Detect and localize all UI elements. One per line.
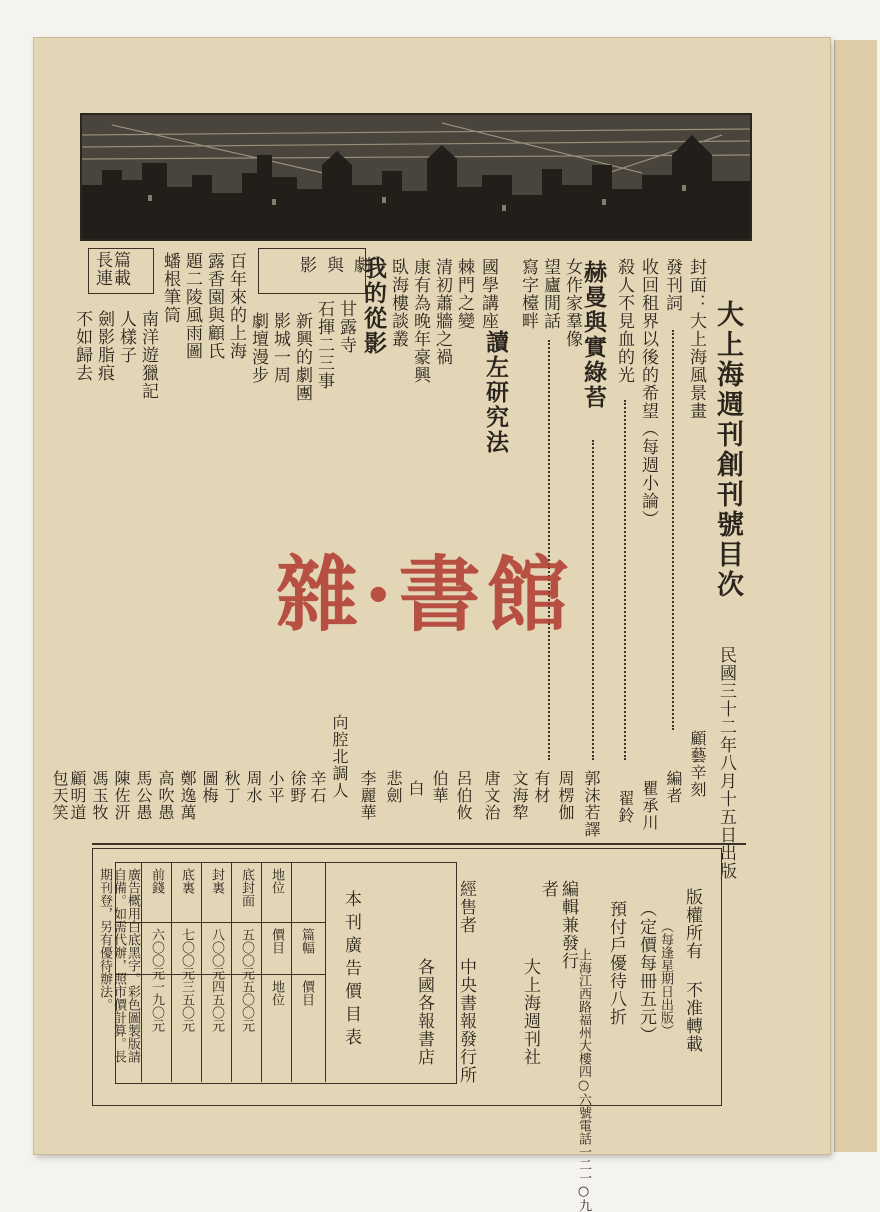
toc-author: 顧明道	[68, 770, 87, 821]
ad-header: 篇幅	[299, 928, 314, 954]
ad-cell: 五〇〇元	[239, 928, 254, 980]
editor: 大上海週刊社	[520, 958, 540, 1066]
ad-price-table	[97, 862, 455, 1084]
toc-author: 周水	[244, 770, 263, 804]
toc-entry: 甘露寺	[336, 300, 356, 354]
ad-cell: 底封面	[239, 868, 254, 907]
ad-cell: 五〇〇元	[239, 980, 254, 1032]
toc-entry: 新興的劇團	[292, 312, 312, 402]
toc-author: 馮玉牧	[90, 770, 109, 821]
toc-author: 呂伯攸	[454, 770, 473, 821]
copyright: 版權所有 不准轉載	[682, 888, 702, 1053]
toc-title: 大上海週刊創刊號目次	[712, 300, 743, 600]
section-label-film: 影與劇	[300, 256, 381, 276]
feature-title-2: 我的從影	[360, 256, 387, 356]
toc-entry-foreword: 發刊詞	[662, 258, 682, 312]
distributor-label: 經售者	[456, 880, 476, 934]
toc-entry: 露香園與顧氏	[204, 252, 224, 360]
section-label-long: 長篇連載	[96, 251, 132, 289]
toc-entry-cover: 封面：大上海風景畫	[686, 258, 706, 420]
toc-author: 悲劍	[384, 770, 403, 804]
toc-author: 白	[406, 780, 425, 797]
lecture-author: 唐文治	[482, 770, 501, 821]
toc-author-cover: 顧藝辛刻	[688, 730, 707, 798]
toc-author: 徐野	[288, 770, 307, 804]
toc-entry: 人樣子	[116, 310, 136, 364]
ad-cell: 八〇〇元	[209, 928, 224, 980]
toc-entry: 棘門之變	[454, 258, 474, 330]
toc-entry: 南洋遊獵記	[138, 310, 158, 400]
address: 上海江西路福州大樓四○六號電話一二一○九	[576, 948, 591, 1212]
ad-cell: 底裏	[179, 868, 194, 894]
toc-entry: 寫字檯畔	[518, 258, 538, 330]
toc-author: 秋丁	[222, 770, 241, 804]
toc-entry: 望廬閒話	[540, 258, 560, 330]
toc-author: 有材	[532, 770, 551, 804]
toc-author: 文海犂	[510, 770, 529, 821]
lecture-title: 讀左研究法	[482, 330, 509, 455]
toc-entry: 劍影脂痕	[94, 310, 114, 382]
leader-dots	[624, 400, 628, 760]
feature-author-2: 李麗華	[358, 770, 377, 821]
toc-author: 向腔北調人	[330, 714, 349, 799]
distributor-2: 各國各報書店	[414, 958, 434, 1066]
toc-author: 伯華	[430, 770, 449, 804]
ad-cell: 六〇〇元	[149, 928, 164, 980]
toc-entry-concession: 收回租界以後的希望（每週小論）	[638, 258, 658, 528]
editor-label: 編輯兼發行者	[538, 880, 578, 970]
toc-author: 高吹愚	[156, 770, 175, 821]
ad-cell: 一九〇元	[149, 980, 164, 1032]
ad-header: 地位	[269, 980, 284, 1006]
toc-author: 馬公愚	[134, 770, 153, 821]
ad-cell: 封裏	[209, 868, 224, 894]
toc-author: 鄭逸萬	[178, 770, 197, 821]
skyline-banner	[80, 113, 752, 241]
price: （定價每冊五元）	[636, 900, 656, 1044]
ad-cell: 前錢	[149, 868, 164, 894]
toc-author-foreword: 編者	[664, 770, 683, 804]
ad-note: 廣告概用白底黑字。彩色圖製版請自備。如需代辦，照市價計算。長期刊登，另有優待辦法。	[97, 868, 140, 1063]
toc-entry: 不如歸去	[72, 310, 92, 382]
publication-date: 民國三十二年八月十五日出版	[716, 646, 736, 880]
toc-author-light: 翟鈴	[616, 790, 635, 824]
ad-table-title: 本刊廣告價目表	[341, 890, 361, 1051]
toc-author-concession: 瞿承川	[640, 780, 659, 831]
toc-entry: 題二陵風雨圖	[182, 252, 202, 360]
ad-cell: 七〇〇元	[179, 928, 194, 980]
toc-author: 包天笑	[50, 770, 69, 821]
leader-dots	[672, 330, 676, 730]
lecture-label: 國學講座	[478, 258, 498, 330]
ad-header: 價目	[269, 928, 284, 954]
next-page-edge	[834, 40, 877, 1152]
ad-cell: 三五〇元	[179, 980, 194, 1032]
issue-note: （每逢星期日出版）	[658, 920, 673, 1037]
toc-author: 周楞伽	[556, 770, 575, 821]
toc-entry: 石揮二三事	[314, 300, 334, 390]
prepay-discount: 預付戶優待八折	[606, 900, 626, 1026]
toc-author: 圖梅	[200, 770, 219, 804]
ad-cell: 四五〇元	[209, 980, 224, 1032]
toc-entry: 蟠根筆筒	[160, 252, 180, 324]
toc-entry: 臥海樓談叢	[388, 258, 408, 348]
toc-author: 辛石	[308, 770, 327, 804]
toc-entry: 康有為晚年豪興	[410, 258, 430, 384]
divider	[92, 843, 746, 845]
distributor: 中央書報發行所	[456, 958, 476, 1084]
toc-entry: 百年來的上海	[226, 252, 246, 360]
toc-entry: 女作家羣像	[562, 258, 582, 348]
toc-author: 陳佐汧	[112, 770, 131, 821]
toc-entry-light: 殺人不見血的光	[614, 258, 634, 384]
library-watermark: 雜·書館	[276, 547, 575, 643]
ad-header: 地位	[269, 868, 284, 894]
feature-author-1: 郭沫若譯	[582, 770, 601, 838]
toc-entry: 影城一周	[270, 312, 290, 384]
toc-entry: 清初蕭牆之禍	[432, 258, 452, 366]
toc-entry: 劇壇漫步	[248, 312, 268, 384]
ad-header: 價目	[299, 980, 314, 1006]
toc-author: 小平	[266, 770, 285, 804]
skyline-illustration	[82, 115, 750, 239]
feature-title-1: 赫曼與實綠苔	[580, 260, 607, 410]
